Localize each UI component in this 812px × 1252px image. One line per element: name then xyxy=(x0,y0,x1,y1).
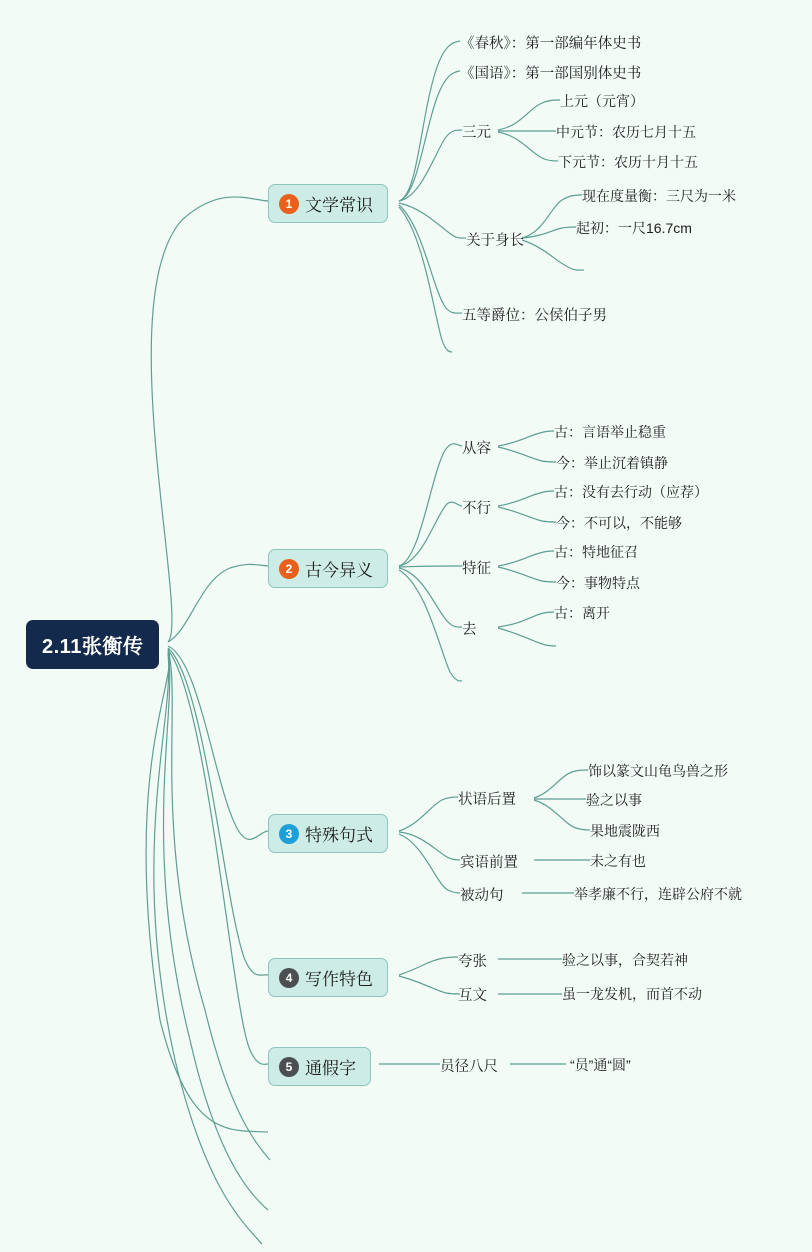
branch-node-5[interactable] xyxy=(268,1047,371,1086)
node-2-child-3[interactable]: 特征 xyxy=(462,561,491,577)
node-1-3-child-2[interactable]: 中元节：农历七月十五 xyxy=(556,124,696,140)
branch-label-4: 写作特色 xyxy=(305,970,373,989)
branch-badge-2: 2 xyxy=(279,559,299,579)
node-4-child-1[interactable]: 夸张 xyxy=(458,954,487,970)
branch-label-5: 通假字 xyxy=(305,1059,356,1078)
branch-badge-1: 1 xyxy=(279,194,299,214)
node-2-3-child-2[interactable]: 今：事物特点 xyxy=(556,575,640,591)
branch-label-1: 文学常识 xyxy=(305,196,373,215)
branch-badge-3: 3 xyxy=(279,824,299,844)
node-3-1-child-1[interactable]: 饰以篆文山龟鸟兽之形 xyxy=(588,763,728,779)
node-3-2-child-1[interactable]: 未之有也 xyxy=(590,853,646,869)
node-1-child-5[interactable]: 五等爵位：公侯伯子男 xyxy=(462,308,607,324)
node-3-child-1[interactable]: 状语后置 xyxy=(458,792,516,808)
node-3-child-2[interactable]: 宾语前置 xyxy=(460,855,518,871)
node-5-child-1[interactable]: 员径八尺 xyxy=(440,1059,498,1075)
node-3-child-3[interactable]: 被动句 xyxy=(460,888,504,904)
branch-label-3: 特殊句式 xyxy=(305,826,373,845)
node-1-child-4[interactable]: 关于身长 xyxy=(466,233,524,249)
node-1-child-2[interactable]: 《国语》：第一部国别体史书 xyxy=(460,66,642,82)
node-1-4-child-1[interactable]: 现在度量衡：三尺为一米 xyxy=(582,188,736,204)
branch-node-3[interactable] xyxy=(268,814,388,853)
node-2-child-1[interactable]: 从容 xyxy=(462,441,491,457)
node-3-1-child-2[interactable]: 验之以事 xyxy=(586,792,642,808)
node-3-1-child-3[interactable]: 果地震陇西 xyxy=(590,823,660,839)
node-1-4-child-2[interactable]: 起初：一尺16.7cm xyxy=(576,220,692,236)
node-2-child-4[interactable]: 去 xyxy=(462,622,477,638)
node-1-child-1[interactable]: 《春秋》：第一部编年体史书 xyxy=(460,36,642,52)
node-4-child-2[interactable]: 互文 xyxy=(458,988,487,1004)
node-2-2-child-2[interactable]: 今：不可以，不能够 xyxy=(556,515,682,531)
node-2-1-child-1[interactable]: 古：言语举止稳重 xyxy=(554,424,666,440)
branch-node-1[interactable] xyxy=(268,184,388,223)
node-2-3-child-1[interactable]: 古：特地征召 xyxy=(554,544,638,560)
node-2-4-child-1[interactable]: 古：离开 xyxy=(554,605,610,621)
node-1-3-child-3[interactable]: 下元节：农历十月十五 xyxy=(558,154,698,170)
branch-node-4[interactable] xyxy=(268,958,388,997)
node-2-1-child-2[interactable]: 今：举止沉着镇静 xyxy=(556,455,668,471)
node-4-2-child-1[interactable]: 虽一龙发机，而首不动 xyxy=(562,986,702,1002)
root-node-label: 2.11张衡传 xyxy=(42,636,144,658)
node-2-2-child-1[interactable]: 古：没有去行动（应荐） xyxy=(554,484,708,500)
node-3-3-child-1[interactable]: 举孝廉不行，连辟公府不就 xyxy=(574,886,742,902)
root-node[interactable] xyxy=(26,620,159,669)
branch-node-2[interactable] xyxy=(268,549,388,588)
branch-label-2: 古今异义 xyxy=(305,561,373,580)
branch-badge-5: 5 xyxy=(279,1057,299,1077)
node-2-child-2[interactable]: 不行 xyxy=(462,501,491,517)
node-1-child-3[interactable]: 三元 xyxy=(462,125,491,141)
branch-badge-4: 4 xyxy=(279,968,299,988)
node-1-3-child-1[interactable]: 上元（元宵） xyxy=(560,93,644,109)
node-4-1-child-1[interactable]: 验之以事，合契若神 xyxy=(562,952,688,968)
node-5-1-child-1[interactable]: “员”通“圆” xyxy=(570,1057,631,1073)
